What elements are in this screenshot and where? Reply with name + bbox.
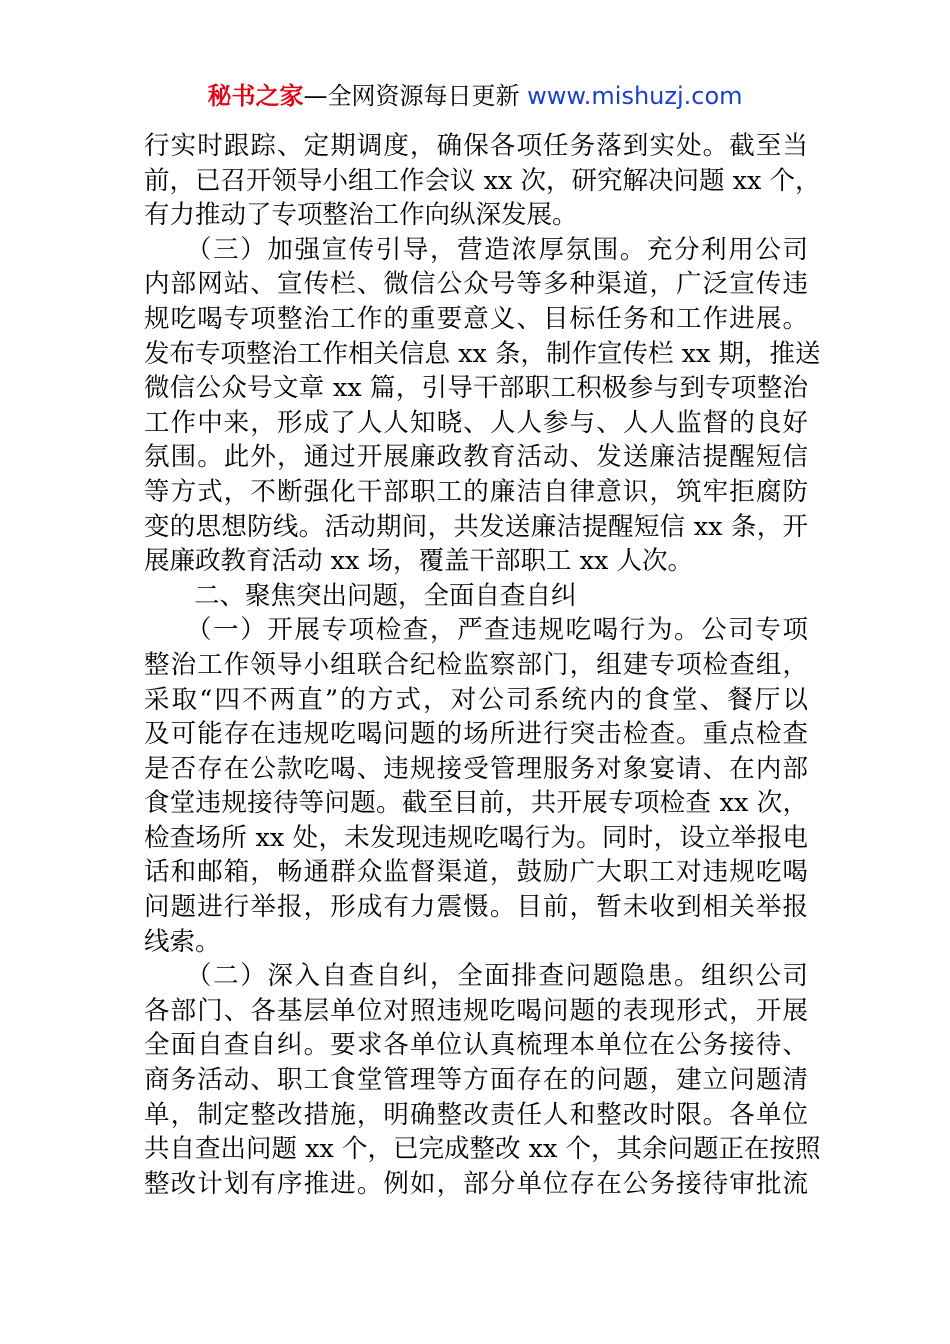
text-line: 及可能存在违规吃喝问题的场所进行突击检查。重点检查 [144, 719, 808, 750]
text-line: 食堂违规接待等问题。截至目前，共开展专项检查 xx 次， [144, 788, 808, 819]
text-line: 前，已召开领导小组工作会议 xx 次，研究解决问题 xx 个， [144, 165, 821, 196]
site-tagline: —全网资源每日更新 [303, 82, 528, 110]
text-line: 商务活动、职工食堂管理等方面存在的问题，建立问题清 [144, 1065, 808, 1096]
text-line: 是否存在公款吃喝、违规接受管理服务对象宴请、在内部 [144, 753, 808, 784]
text-line: 单，制定整改措施，明确整改责任人和整改时限。各单位 [144, 1099, 808, 1130]
text-line: 规吃喝专项整治工作的重要意义、目标任务和工作进展。 [144, 303, 808, 334]
text-line: 微信公众号文章 xx 篇，引导干部职工积极参与到专项整治 [144, 373, 808, 404]
text-line: 全面自查自纠。要求各单位认真梳理本单位在公务接待、 [144, 1030, 808, 1061]
paragraph-heading-line: （一）开展专项检查，严查违规吃喝行为。公司专项 [186, 615, 808, 646]
section-heading: 二、聚焦突出问题，全面自查自纠 [194, 580, 577, 611]
text-line: 共自查出问题 xx 个，已完成整改 xx 个，其余问题正在按照 [144, 1134, 821, 1165]
text-line: 检查场所 xx 处，未发现违规吃喝行为。同时，设立举报电 [144, 822, 808, 853]
site-url-link[interactable]: www.mishuzj.com [527, 82, 743, 110]
text-line: 有力推动了专项整治工作向纵深发展。 [144, 200, 578, 231]
text-line: 各部门、各基层单位对照违规吃喝问题的表现形式，开展 [144, 995, 808, 1026]
text-line: 行实时跟踪、定期调度，确保各项任务落到实处。截至当 [144, 131, 808, 161]
text-line: 变的思想防线。活动期间，共发送廉洁提醒短信 xx 条，开 [144, 511, 808, 542]
paragraph-heading-line: （二）深入自查自纠，全面排查问题隐患。组织公司 [186, 961, 808, 992]
text-line: 内部网站、宣传栏、微信公众号等多种渠道，广泛宣传违 [144, 269, 808, 300]
text-line: 等方式，不断强化干部职工的廉洁自律意识，筑牢拒腐防 [144, 476, 808, 507]
text-line: 发布专项整治工作相关信息 xx 条，制作宣传栏 xx 期，推送 [144, 338, 821, 369]
site-header [0, 80, 950, 112]
text-line: 氛围。此外，通过开展廉政教育活动、发送廉洁提醒短信 [144, 442, 808, 473]
text-line: 线索。 [144, 926, 221, 957]
text-line: 采取“四不两直”的方式，对公司系统内的食堂、餐厅以 [144, 684, 808, 715]
text-line: 话和邮箱，畅通群众监督渠道，鼓励广大职工对违规吃喝 [144, 857, 808, 888]
site-brand: 秘书之家 [207, 82, 304, 110]
text-line: 问题进行举报，形成有力震慑。目前，暂未收到相关举报 [144, 892, 808, 923]
text-line: 展廉政教育活动 xx 场，覆盖干部职工 xx 人次。 [144, 546, 693, 577]
text-line: 整改计划有序推进。例如，部分单位存在公务接待审批流 [144, 1168, 808, 1199]
text-line: 整治工作领导小组联合纪检监察部门，组建专项检查组， [144, 649, 808, 680]
document-body [144, 129, 821, 1201]
paragraph-heading-line: （三）加强宣传引导，营造浓厚氛围。充分利用公司 [186, 234, 808, 265]
text-line: 工作中来，形成了人人知晓、人人参与、人人监督的良好 [144, 407, 808, 438]
